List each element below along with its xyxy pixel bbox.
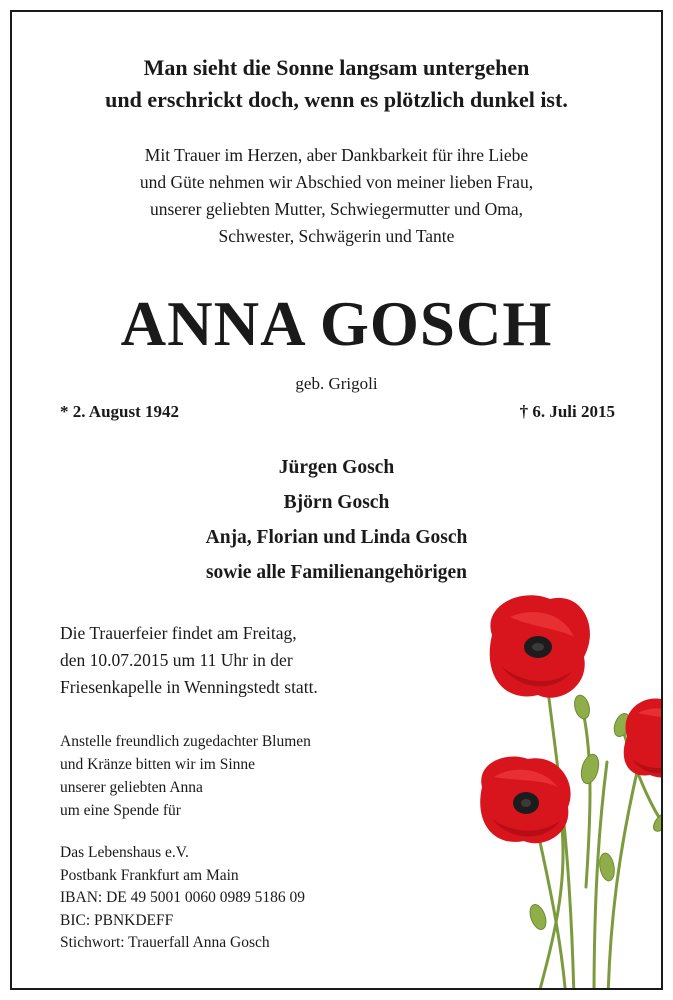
donation-line: unserer geliebten Anna — [60, 779, 203, 796]
mourners-list — [12, 450, 661, 590]
service-line: den 10.07.2015 um 11 Uhr in der — [60, 650, 293, 670]
bank-reference: Stichwort: Trauerfall Anna Gosch — [60, 934, 270, 951]
motto-quote — [12, 52, 661, 116]
mourner-line: Jürgen Gosch — [278, 457, 395, 478]
funeral-service-info — [60, 620, 318, 701]
bank-details — [60, 842, 305, 955]
mourner-line: Anja, Florian und Linda Gosch — [205, 527, 468, 548]
intro-line: Schwester, Schwägerin und Tante — [218, 226, 455, 246]
service-line: Friesenkapelle in Wenningstedt statt. — [60, 677, 318, 697]
mourner-line: sowie alle Familienangehörigen — [205, 562, 468, 583]
intro-line: Mit Trauer im Herzen, aber Dankbarkeit für ihre Liebe — [144, 145, 529, 165]
donation-line: Anstelle freundlich zugedachter Blumen — [60, 733, 311, 750]
bank-name: Postbank Frankfurt am Main — [60, 866, 239, 884]
intro-line: unserer geliebten Mutter, Schwiegermutter und Oma, — [149, 199, 523, 219]
donation-line: und Kränze bitten wir im Sinne — [60, 756, 255, 773]
birth-date: * 2. August 1942 — [60, 402, 180, 421]
intro-text — [12, 142, 661, 250]
intro-line: und Güte nehmen wir Abschied von meiner lieben Frau, — [139, 172, 534, 192]
bank-iban: IBAN: DE 49 5001 0060 0989 5186 09 — [60, 889, 305, 906]
obituary-notice — [10, 10, 663, 990]
motto-line: Man sieht die Sonne langsam untergehen — [143, 55, 530, 80]
bank-recipient: Das Lebenshaus e.V. — [60, 844, 189, 861]
donation-line: um eine Spende für — [60, 802, 181, 819]
bank-bic: BIC: PBNKDEFF — [60, 911, 174, 929]
service-line: Die Trauerfeier findet am Freitag, — [60, 623, 297, 643]
deceased-name: ANNA GOSCH — [120, 289, 553, 359]
donation-request — [60, 730, 311, 822]
motto-line: und erschrickt doch, wenn es plötzlich dunkel ist. — [105, 87, 568, 112]
maiden-name: geb. Grigoli — [295, 374, 378, 393]
death-date: † 6. Juli 2015 — [519, 402, 615, 421]
poppy-flowers-image — [462, 587, 663, 990]
mourner-line: Björn Gosch — [283, 492, 390, 513]
